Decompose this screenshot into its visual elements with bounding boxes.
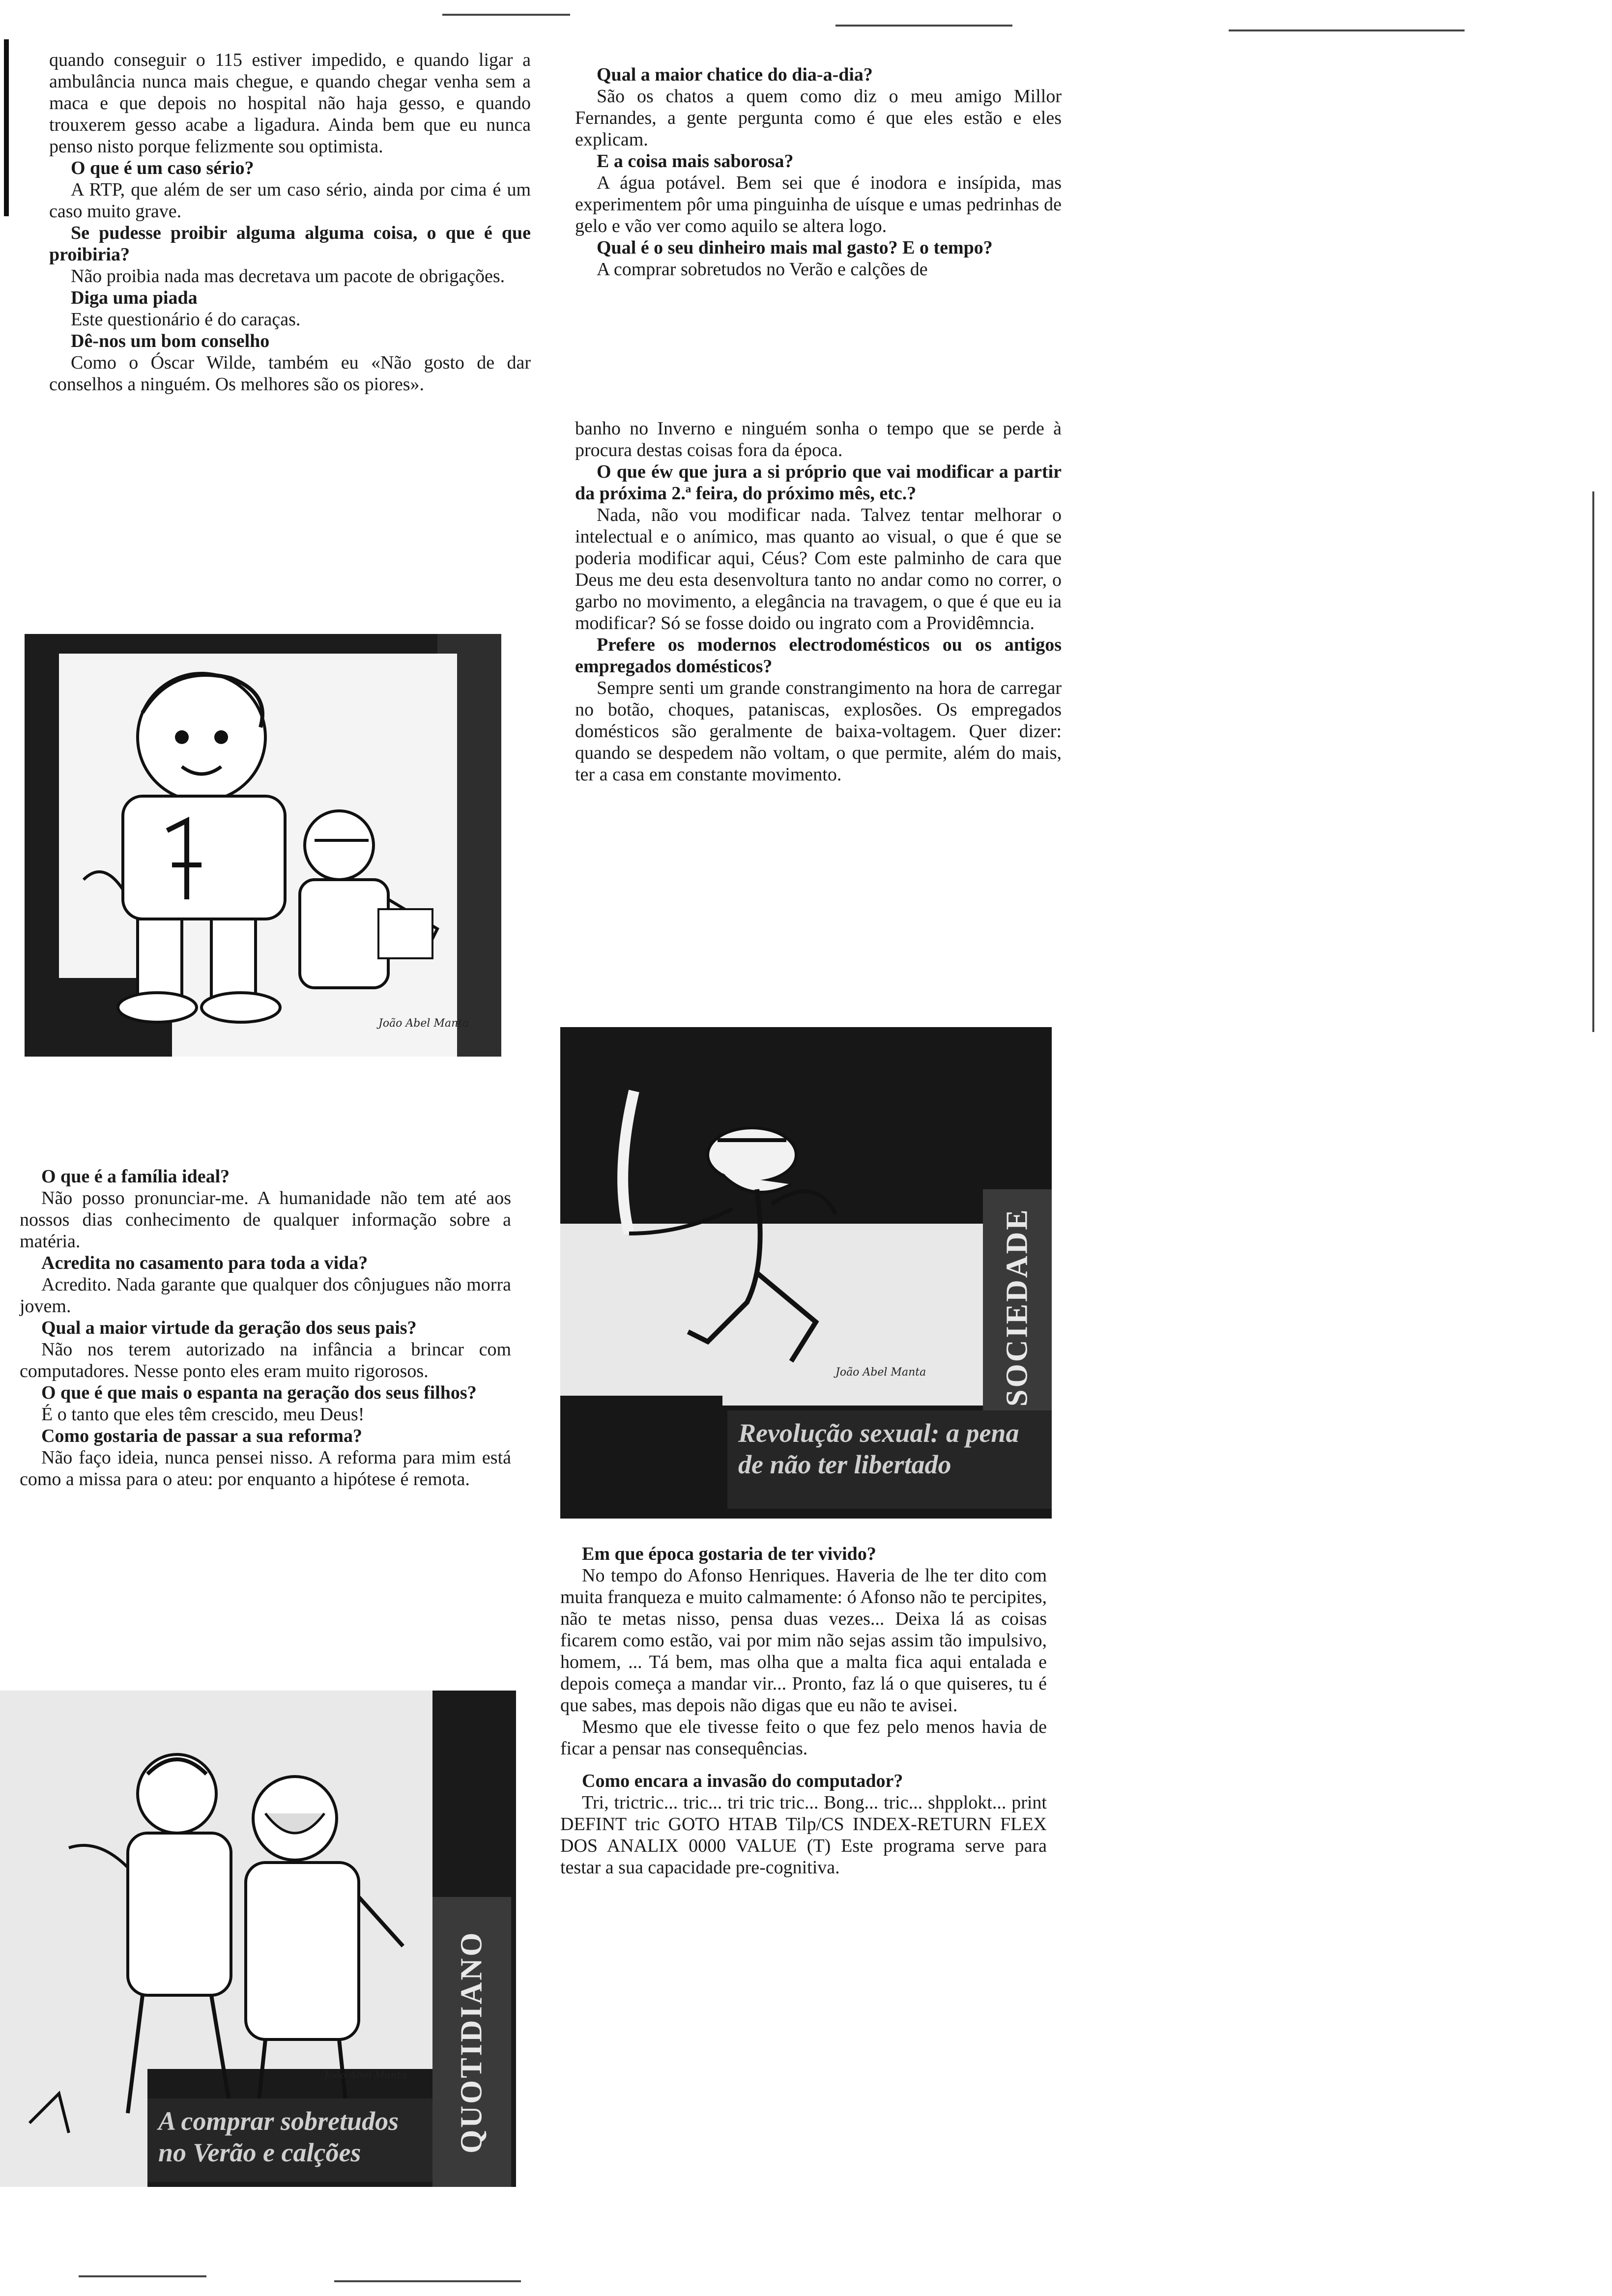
- artist-signature: João Abel Manta: [324, 2069, 407, 2081]
- scan-artifact: [1592, 491, 1594, 1032]
- cartoon-drawing: [25, 634, 501, 1057]
- answer-text: É o tanto que eles têm crescido, meu Deus!: [41, 1404, 365, 1425]
- answer-text: Sempre senti um grande constrangimento na hora de carregar no botão, choques, pataniscas, explosões. Os empregados domésticos são geralmente de baixa-voltagem. Quer dizer: quando se despedem não voltam, o que permite, além do mais, ter a casa em constante movimento.: [575, 678, 1062, 785]
- right-column-continued: [575, 418, 1062, 785]
- question-heading: O que é um caso sério?: [71, 158, 254, 178]
- answer-text: São os chatos a quem como diz o meu amigo Millor Fernandes, a gente pergunta como é que eles estão e eles explicam.: [575, 86, 1062, 150]
- scan-artifact: [1229, 29, 1465, 31]
- question-heading: Acredita no casamento para toda a vida?: [41, 1253, 368, 1273]
- cartoon-caption: Revolução sexual: a pena de não ter libertado: [727, 1410, 1052, 1509]
- cartoon-caption: A comprar sobretudos no Verão e calções: [147, 2098, 432, 2182]
- cartoon-illustration-top-left: [25, 634, 501, 1057]
- left-column-middle: [20, 1166, 511, 1490]
- answer-text: Este questionário é do caraças.: [71, 309, 301, 330]
- answer-text: banho no Inverno e ninguém sonha o tempo que se perde à procura destas coisas fora da época.: [575, 418, 1062, 460]
- answer-text: Não proibia nada mas decretava um pacote de obrigações.: [71, 266, 505, 287]
- answer-text: Não posso pronunciar-me. A humanidade não tem até aos nossos dias conhecimento de qualquer informação sobre a matéria.: [20, 1188, 511, 1252]
- cartoon-illustration-right: [560, 1027, 1052, 1519]
- question-heading: O que éw que jura a si próprio que vai modificar a partir da próxima 2.ª feira, do próximo mês, etc.?: [575, 461, 1062, 504]
- question-heading: O que é a família ideal?: [41, 1166, 230, 1187]
- question-heading: Qual a maior virtude da geração dos seus pais?: [41, 1318, 417, 1338]
- scan-artifact: [442, 14, 570, 16]
- question-heading: Como encara a invasão do computador?: [582, 1771, 903, 1791]
- question-heading: Dê-nos um bom conselho: [71, 331, 270, 351]
- scan-artifact: [334, 2280, 521, 2282]
- answer-text: quando conseguir o 115 estiver impedido, e quando ligar a ambulância nunca mais chegue, e quando chegar venha sem a maca e que depois no hospital não haja gesso, e quando trouxerem gesso acabe a ligadura. Ainda bem que eu nunca penso nisto porque felizmente sou optimista.: [49, 50, 531, 157]
- answer-text: Como o Óscar Wilde, também eu «Não gosto de dar conselhos a ninguém. Os melhores são os piores».: [49, 352, 531, 395]
- answer-text: Não nos terem autorizado na infância a brincar com computadores. Nesse ponto eles eram muito rigorosos.: [20, 1339, 511, 1381]
- question-heading: Como gostaria de passar a sua reforma?: [41, 1426, 362, 1446]
- answer-text: A RTP, que além de ser um caso sério, ainda por cima é um caso muito grave.: [49, 179, 531, 222]
- right-column-top: [575, 64, 1062, 280]
- left-column-top: [49, 49, 531, 395]
- question-heading: Qual é o seu dinheiro mais mal gasto? E o tempo?: [597, 237, 993, 258]
- left-margin-rule: [4, 39, 9, 216]
- question-heading: Se pudesse proibir alguma alguma coisa, o que é que proibiria?: [49, 223, 531, 265]
- question-heading: Diga uma piada: [71, 287, 198, 308]
- cartoon-illustration-bottom-left: [0, 1691, 516, 2187]
- section-tab-sociedade: SOCIEDADE: [983, 1189, 1052, 1425]
- answer-text: Acredito. Nada garante que qualquer dos cônjugues não morra jovem.: [20, 1274, 511, 1317]
- section-tab-quotidiano: QUOTIDIANO: [432, 1897, 511, 2187]
- question-heading: Prefere os modernos electrodomésticos ou os antigos empregados domésticos?: [575, 634, 1062, 677]
- answer-text: A água potável. Bem sei que é inodora e insípida, mas experimentem pôr uma pinguinha de uísque e umas pedrinhas de gelo e vão ver como aquilo se altera logo.: [575, 172, 1062, 236]
- scan-artifact: [79, 2275, 206, 2277]
- answer-text: No tempo do Afonso Henriques. Haveria de lhe ter dito com muita franqueza e muito calmamente: ó Afonso não te percipites, não te metas nisso, pensa duas vezes... Deixa lá as coisas ficarem como estão, vai por mim não sejas assim tão impulsivo, homem, ... Tá bem, mas olha que a malta fica aqui entalada e depois começa a mandar vir... Pronto, faz lá o que quiseres, tu é que sabes, mas depois não digas que eu não te avisei.: [560, 1565, 1047, 1716]
- question-heading: Qual a maior chatice do dia-a-dia?: [597, 64, 873, 85]
- artist-signature: João Abel Manta: [378, 1017, 469, 1030]
- right-column-bottom: [560, 1543, 1047, 1878]
- answer-text: Mesmo que ele tivesse feito o que fez pelo menos havia de ficar a pensar nas consequências.: [560, 1717, 1047, 1759]
- artist-signature: João Abel Manta: [835, 1366, 926, 1378]
- question-heading: Em que época gostaria de ter vivido?: [582, 1544, 876, 1564]
- answer-text: A comprar sobretudos no Verão e calções de: [597, 259, 928, 280]
- answer-text: Nada, não vou modificar nada. Talvez tentar melhorar o intelectual e o anímico, mas quanto ao visual, o que é que se poderia modificar aqui, Céus? Com este palminho de cara que Deus me deu esta desenvoltura tanto no andar como no correr, o garbo no movimento, a elegância na travagem, o que é que eu ia modificar? Só se fosse doido ou ingrato com a Providêmncia.: [575, 505, 1062, 633]
- scan-artifact: [835, 25, 1012, 27]
- answer-text: Não faço ideia, nunca pensei nisso. A reforma para mim está como a missa para o ateu: por enquanto a hipótese é remota.: [20, 1447, 511, 1490]
- question-heading: E a coisa mais saborosa?: [597, 151, 794, 172]
- answer-text: Tri, trictric... tric... tri tric tric... Bong... tric... shpplokt... print DEFINT tric GOTO HTAB Tilp/CS INDEX-RETURN FLEX DOS ANALIX 0000 VALUE (T) Este programa serve para testar a sua capacidade pre-cognitiva.: [560, 1792, 1047, 1878]
- question-heading: O que é que mais o espanta na geração dos seus filhos?: [41, 1382, 477, 1403]
